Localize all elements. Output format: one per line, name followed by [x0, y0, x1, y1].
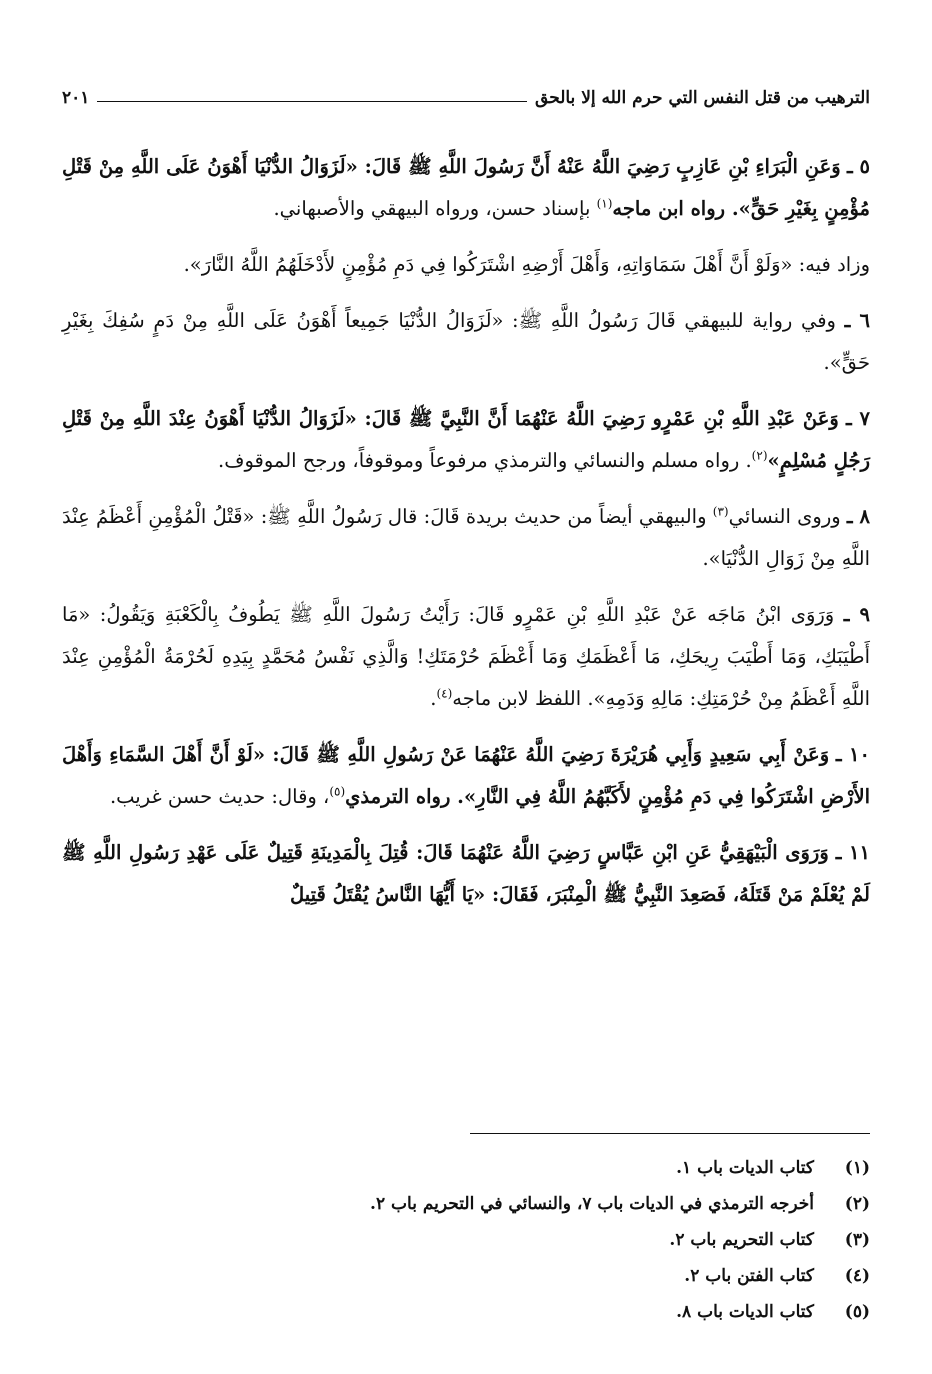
main-text [62, 146, 870, 930]
footnote-2 [62, 1186, 870, 1222]
paragraph-tail: بإسناد حسن، ورواه البيهقي والأصبهاني. [273, 197, 597, 220]
paragraph-7 [62, 398, 870, 482]
footnote-ref[interactable]: (٢) [751, 448, 768, 463]
paragraph-text: وَرَوَى ابْنُ مَاجَه عَنْ عَبْدِ اللَّهِ بْنِ عَمْرٍو قَالَ: رَأَيْتُ رَسُولَ اللَّهِ ﷺ يَطُوفُ بِالْكَعْبَةِ وَيَقُولُ: «مَا أَطْيَبَكِ، وَمَا أَطْيَبَ رِيحَكِ، مَا أَعْظَمَكِ وَمَا أَعْظَمَ حُرْمَتَكِ! وَالَّذِي نَفْسُ مُحَمَّدٍ بِيَدِهِ لَحُرْمَةُ الْمُؤْمِنِ عِنْدَ اللَّهِ أَعْظَمُ مِنْ حُرْمَتِكِ: مَالِهِ وَدَمِهِ». اللفظ لابن ماجه [62, 603, 870, 710]
paragraph-number: ٥ ـ [846, 155, 870, 178]
paragraph-text: وفي رواية للبيهقي قَالَ رَسُولُ اللَّهِ ﷺ: «لَزَوَالُ الدُّنْيَا جَمِيعاً أَهْوَنُ عَلَى اللَّهِ مِنْ دَمٍ سُفِكَ بِغَيْرِ حَقٍّ». [62, 309, 870, 374]
paragraph-addition [62, 244, 870, 286]
paragraph-10 [62, 734, 870, 818]
paragraph-text: وروى النسائي [728, 505, 841, 528]
paragraph-5 [62, 146, 870, 230]
footnote-number: (٢) [844, 1194, 870, 1214]
footnote-text: كتاب الفتن باب ٢. [684, 1266, 814, 1286]
paragraph-text: وَعَنْ عَبْدِ اللَّهِ بْنِ عَمْرٍو رَضِيَ اللَّهُ عَنْهُمَا أَنَّ النَّبِيَّ ﷺ قَالَ: «لَزَوَالُ الدُّنْيَا أَهْوَنُ عِنْدَ اللَّهِ مِنْ قَتْلِ رَجُلٍ مُسْلِمٍ» [62, 407, 870, 472]
paragraph-tail: والبيهقي أيضاً من حديث بريدة قَالَ: قال رَسُولُ اللَّهِ ﷺ: «قَتْلُ الْمُؤْمِنِ أَعْظَمُ عِنْدَ اللَّهِ مِنْ زَوَالِ الدُّنْيَا». [62, 505, 870, 570]
header-rule [97, 101, 527, 102]
footnote-number: (٥) [844, 1302, 870, 1322]
paragraph-number: ١٠ ـ [835, 743, 870, 766]
footnote-3 [62, 1222, 870, 1258]
paragraph-number: ٧ ـ [846, 407, 870, 430]
paragraph-tail: . رواه مسلم والنسائي والترمذي مرفوعاً وموقوفاً، ورجح الموقوف. [218, 449, 752, 472]
footnote-text: كتاب الديات باب ٨. [676, 1302, 814, 1322]
footnote-4 [62, 1258, 870, 1294]
running-title: الترهيب من قتل النفس التي حرم الله إلا بالحق [535, 88, 870, 108]
footnote-text: أخرجه الترمذي في الديات باب ٧، والنسائي في التحريم باب ٢. [370, 1194, 814, 1214]
paragraph-11 [62, 832, 870, 916]
paragraph-text: وزاد فيه: «وَلَوْ أَنَّ أَهْلَ سَمَاوَاتِهِ، وَأَهْلَ أَرْضِهِ اشْتَرَكُوا فِي دَمِ مُؤْمِنٍ لأَدْخَلَهُمُ اللَّهُ النَّارَ». [183, 253, 870, 276]
footnote-number: (٣) [844, 1230, 870, 1250]
footnote-ref[interactable]: (٣) [712, 504, 729, 519]
paragraph-tail: . [430, 687, 437, 710]
paragraph-tail: ، وقال: حديث حسن غريب. [109, 785, 330, 808]
page-number: ٢٠١ [62, 88, 90, 108]
paragraph-number: ١١ ـ [835, 841, 870, 864]
footnote-5 [62, 1294, 870, 1330]
paragraph-text: وَرَوَى الْبَيْهَقِيُّ عَنِ ابْنِ عَبَّاسٍ رَضِيَ اللَّهُ عَنْهُمَا قَالَ: قُتِلَ بِالْمَدِينَةِ قَتِيلٌ عَلَى عَهْدِ رَسُولِ اللَّهِ ﷺ لَمْ يُعْلَمْ مَنْ قَتَلَهُ، فَصَعِدَ النَّبِيُّ ﷺ الْمِنْبَرَ، فَقَالَ: «يَا أَيُّهَا النَّاسُ يُقْتَلُ قَتِيلٌ [62, 841, 870, 906]
paragraph-6 [62, 300, 870, 384]
paragraph-9 [62, 594, 870, 720]
footnote-text: كتاب التحريم باب ٢. [669, 1230, 814, 1250]
footnote-divider [470, 1133, 870, 1134]
paragraph-text: وَعَنْ أَبِي سَعِيدٍ وَأَبِي هُرَيْرَةَ رَضِيَ اللَّهُ عَنْهُمَا عَنْ رَسُولِ اللَّهِ ﷺ قَالَ: «لَوْ أَنَّ أَهْلَ السَّمَاءِ وَأَهْلَ الأَرْضِ اشْتَرَكُوا فِي دَمِ مُؤْمِنٍ لأَكَبَّهُمُ اللَّهُ فِي النَّارِ». رواه الترمذي [62, 743, 870, 808]
footnote-1 [62, 1150, 870, 1186]
footnote-text: كتاب الديات باب ١. [676, 1158, 814, 1178]
footnotes [62, 1150, 870, 1330]
footnote-ref[interactable]: (١) [596, 196, 613, 211]
paragraph-number: ٨ ـ [846, 505, 870, 528]
footnote-number: (٤) [844, 1266, 870, 1286]
paragraph-number: ٦ ـ [844, 309, 870, 332]
paragraph-number: ٩ ـ [843, 603, 870, 626]
page-header [62, 88, 870, 108]
footnote-ref[interactable]: (٤) [436, 686, 453, 701]
paragraph-8 [62, 496, 870, 580]
paragraph-text: وَعَنِ الْبَرَاءِ بْنِ عَازِبٍ رَضِيَ اللَّهُ عَنْهُ أَنَّ رَسُولَ اللَّهِ ﷺ قَالَ: «لَزَوَالُ الدُّنْيَا أَهْوَنُ عَلَى اللَّهِ مِنْ قَتْلِ مُؤْمِنٍ بِغَيْرِ حَقٍّ». رواه ابن ماجه [62, 155, 870, 220]
footnote-ref[interactable]: (٥) [329, 784, 346, 799]
footnote-number: (١) [844, 1158, 870, 1178]
